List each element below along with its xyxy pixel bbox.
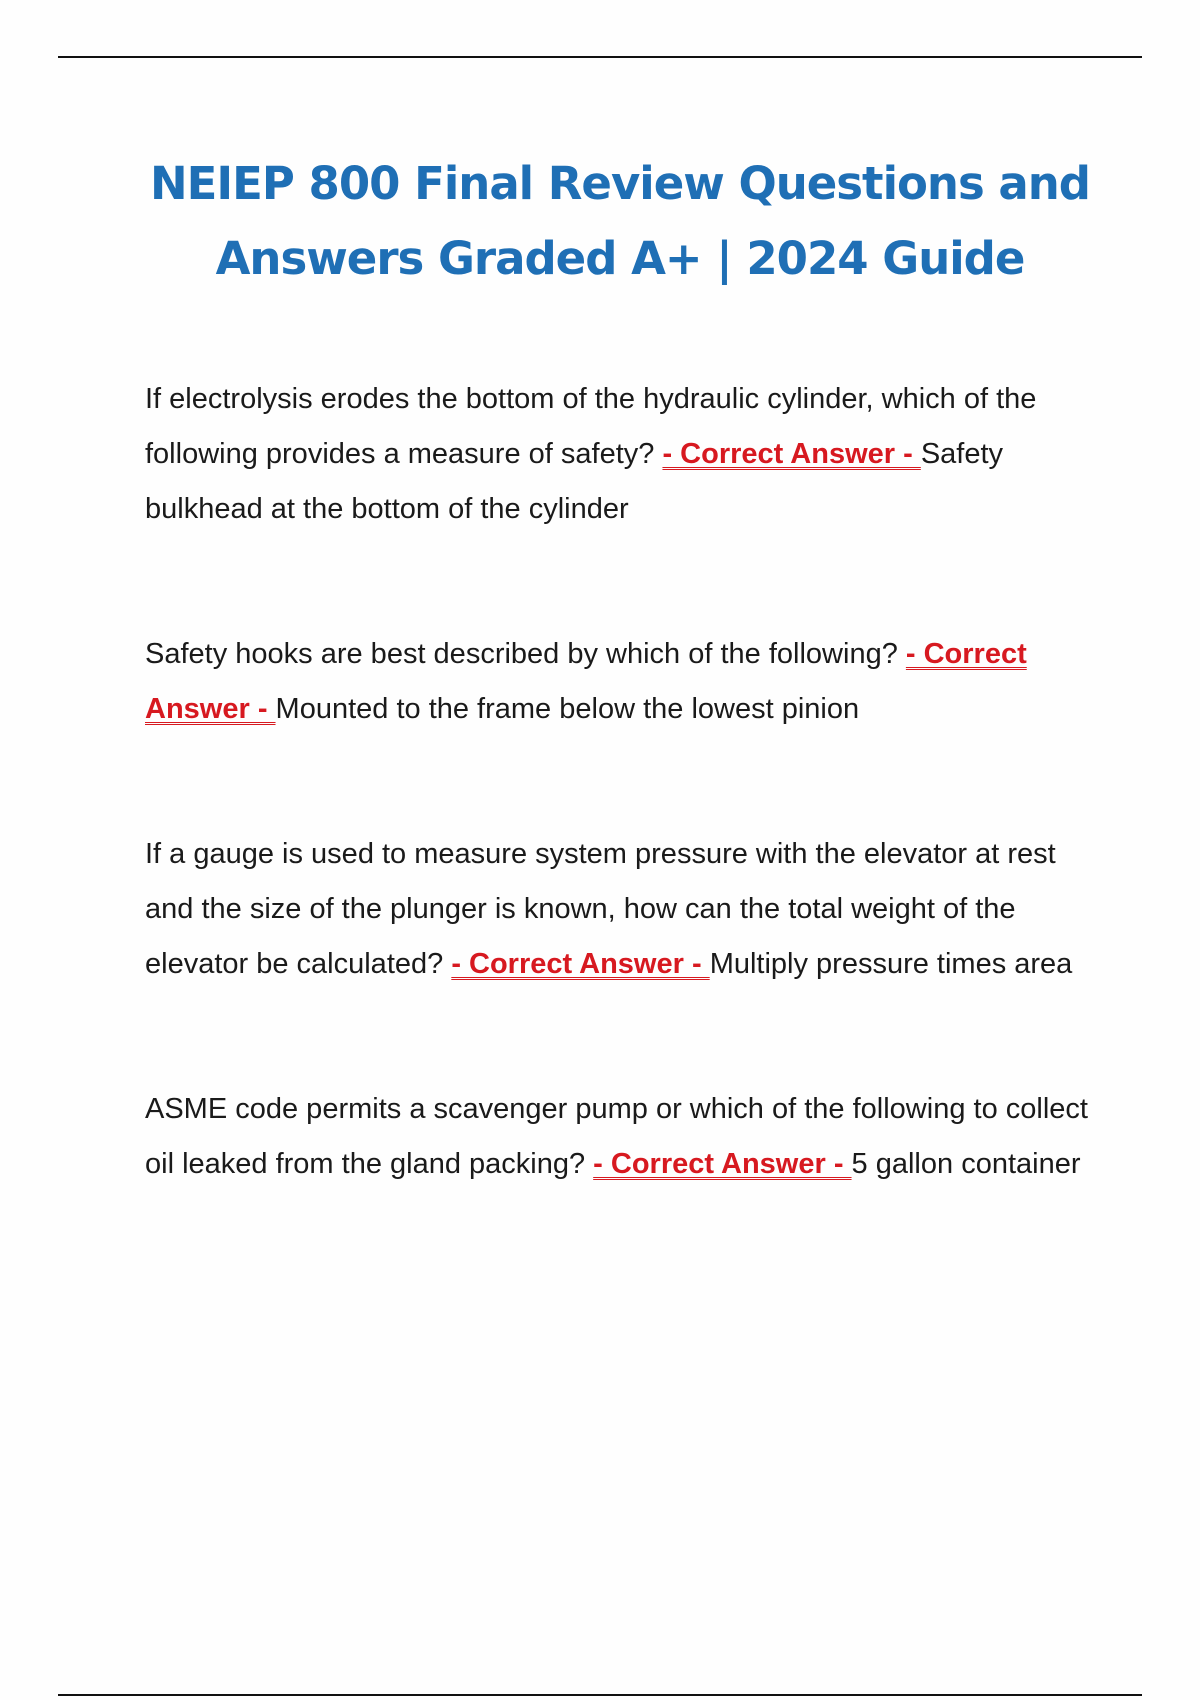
answer-text: 5 gallon container — [851, 1148, 1081, 1180]
footer-rule — [58, 1694, 1142, 1696]
header-rule — [58, 56, 1142, 58]
page-title — [100, 146, 1140, 296]
correct-answer-marker: - Correct Answer - — [451, 948, 710, 980]
question-text: ASME code permits a scavenger pump or which of the following to collect oil leaked from the gland packing? — [145, 1093, 1088, 1180]
question-text: If a gauge is used to measure system pressure with the elevator at rest and the size of the plunger is known, how can the total weight of the elevator be calculated? — [145, 838, 1056, 980]
question-text: Safety hooks are best described by which of the following? — [145, 638, 906, 670]
correct-answer-marker: - Correct Answer - — [662, 438, 921, 470]
qa-item — [145, 827, 1105, 992]
qa-item — [145, 372, 1105, 537]
qa-item — [145, 627, 1105, 737]
qa-item — [145, 1082, 1105, 1192]
qa-list — [145, 372, 1105, 1282]
answer-text: Safety bulkhead at the bottom of the cylinder — [145, 438, 1004, 525]
correct-answer-marker: - Correct Answer - — [593, 1148, 852, 1180]
title-line-1: NEIEP 800 Final Review Questions and — [149, 157, 1091, 210]
title-line-2: Answers Graded A+ | 2024 Guide — [215, 232, 1025, 285]
correct-answer-marker: - Correct Answer - — [145, 638, 1027, 725]
answer-text: Mounted to the frame below the lowest pinion — [275, 693, 860, 725]
answer-text: Multiply pressure times area — [709, 948, 1073, 980]
question-text: If electrolysis erodes the bottom of the hydraulic cylinder, which of the following provides a measure of safety? — [145, 383, 1037, 470]
